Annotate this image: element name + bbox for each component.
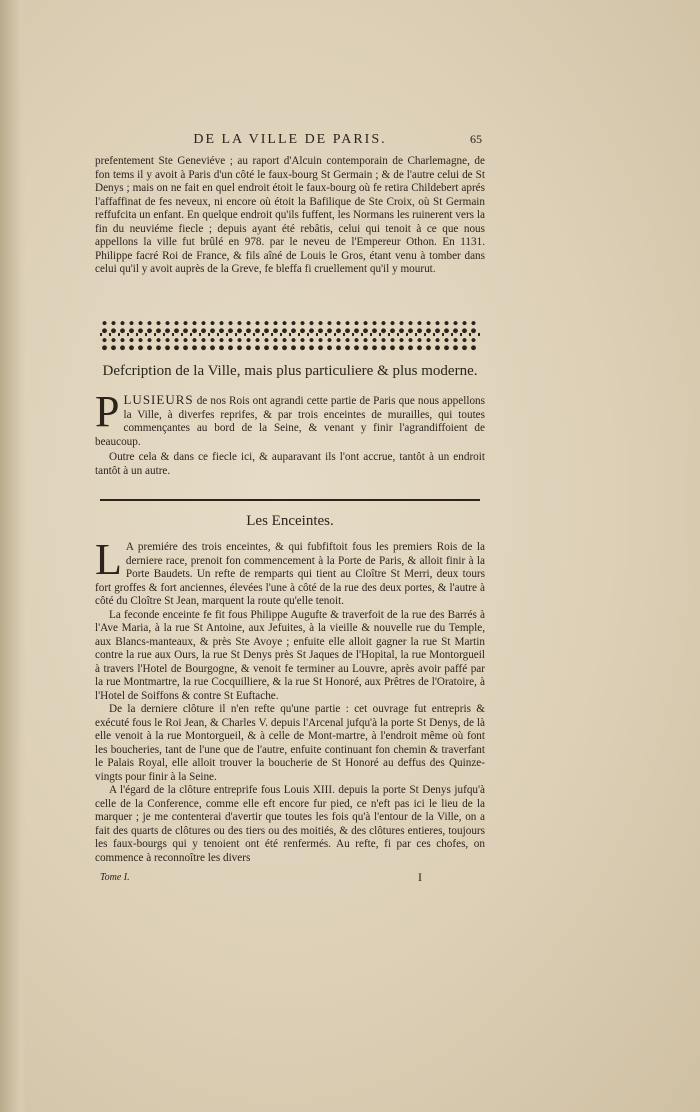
description-section xyxy=(95,362,485,478)
enceintes-body xyxy=(95,535,485,865)
description-paragraph-1-text: de nos Rois ont agrandi cette partie de Paris que nous appellons la Ville, à diverfes reprifes, & par trois enceintes de murailles, qui toutes commençantes au bord de la Seine, & venant y finir l'agrandiffoient de beaucoup. xyxy=(95,395,485,448)
enceintes-paragraph-2: La feconde enceinte fe fit fous Philippe Augufte & traverfoit de la rue des Barrés à l'Ave Maria, à la rue St Antoine, aux Jefuites, à la vieille & nouvelle rue du Temple, aux Blancs-manteaux, & près Ste Avoye ; enfuite elle alloit gagner la rue St Martin contre la rue aux Ours, la rue St Denys près St Jaques de l'Hopital, la rue Montorgueil à travers l'Hotel de Bourgogne, & venoit fe terminer au Louvre, après avoir paffé par la rue Montmartre, la rue Cocquilliere, & la rue St Honoré, aux Prêtres de l'Oratoire, à l'Hotel de Soiffons & contre St Euftache. xyxy=(95,608,485,702)
enceintes-paragraph-1: A premiére des trois enceintes, & qui fubfiftoit fous les premiers Rois de la derniere race, prenoit fon commencement à la Porte de Paris, & alloit finir à la Porte Baudets. Un refte de remparts qui tient au Cloître St Merri, deux tours fort groffes & fort anciennes, élevées l'une à côté de la rue des deux portes, & l'autre à côté du Cloître St Jean, marquent la route qu'elle tenoit. xyxy=(95,541,485,607)
signature-mark: I xyxy=(418,870,422,884)
section-heading-enceintes: Les Enceintes. xyxy=(246,513,334,529)
page-number: 65 xyxy=(470,132,482,146)
description-paragraph-1 xyxy=(95,387,485,449)
decorative-ornament-band xyxy=(100,318,480,352)
page-footer xyxy=(100,872,460,883)
enceintes-paragraph-3: De la derniere clôture il n'en refte qu'une partie : cet ouvrage fut entrepris & exécuté fous le Roi Jean, & Charles V. depuis l'Arcenal jufqu'à la porte St Denys, de là elle venoit à la rue Montorgueil, & à celle de Mont-martre, à l'endroit même où font les boucheries, tant de l'une que de l'autre, enfuite continuant fon chemin & traverfant le Palais Royal, elle alloit trouver la boucherie de St Honoré au deffus des Quinze-vingts pour finir à la Seine. xyxy=(95,703,485,783)
drop-cap-p: P xyxy=(95,387,120,436)
section-rule xyxy=(100,499,480,501)
book-spine-shadow xyxy=(0,0,26,1112)
intro-paragraph: prefentement Ste Geneviéve ; au raport d'Alcuin contemporain de Charlemagne, de fon tems il y avoit à Paris d'un côté le faux-bourg St Germain ; & de l'autre celui de St Denys ; mais on ne fait en quel endroit étoit le faux-bourg où fe retira Childebert aprés l'affaffinat de fes neveux, ni encore où étoit la Bafilique de Ste Croix, où St Germain reffufcita un enfant. En quelque endroit qu'ils fuffent, les Normans les ruinerent vers la fin du neuviéme fiecle ; depuis ayant été rebâtis, celui qui tenoit à ce que nous appellons la ville fut brûlé en 978. par le neveu de l'Empereur Othon. En 1131. Philippe facré Roi de France, & fils aîné de Louis le Gros, étant venu à tomber dans celui qu'il y avoit auprès de la Greve, fe bleffa fi cruellement qu'il y mourut. xyxy=(95,155,485,275)
section-heading-description: Defcription de la Ville, mais plus particuliere & plus moderne. xyxy=(102,363,478,379)
enceintes-paragraph-4: A l'égard de la clôture entreprife fous Louis XIII. depuis la porte St Denys jufqu'à celle de la Conference, comme elle eft encore fur pied, ce n'eft pas ici le lieu de la marquer ; je me contenterai d'avertir que toutes les fois qu'à l'entour de la Ville, on a fait des quarts de clôtures ou des tiers ou des moitiés, & des clôtures entieres, toujours les faux-bourgs qui y tenoient ont été renfermés. Au refte, fi par ces chofes, on commence à reconnoître les divers xyxy=(95,784,485,864)
description-paragraph-2: Outre cela & dans ce fiecle ici, & auparavant ils l'ont accrue, tantôt à un endroit tantôt à un autre. xyxy=(95,451,485,477)
volume-label: Tome I. xyxy=(100,872,130,883)
running-head: DE LA VILLE DE PARIS. xyxy=(193,132,387,147)
drop-cap-l: L xyxy=(95,535,122,584)
intro-paragraph-block xyxy=(95,155,485,277)
lead-word: LUSIEURS xyxy=(123,392,194,407)
description-body xyxy=(95,387,485,478)
enceintes-section xyxy=(95,512,485,865)
